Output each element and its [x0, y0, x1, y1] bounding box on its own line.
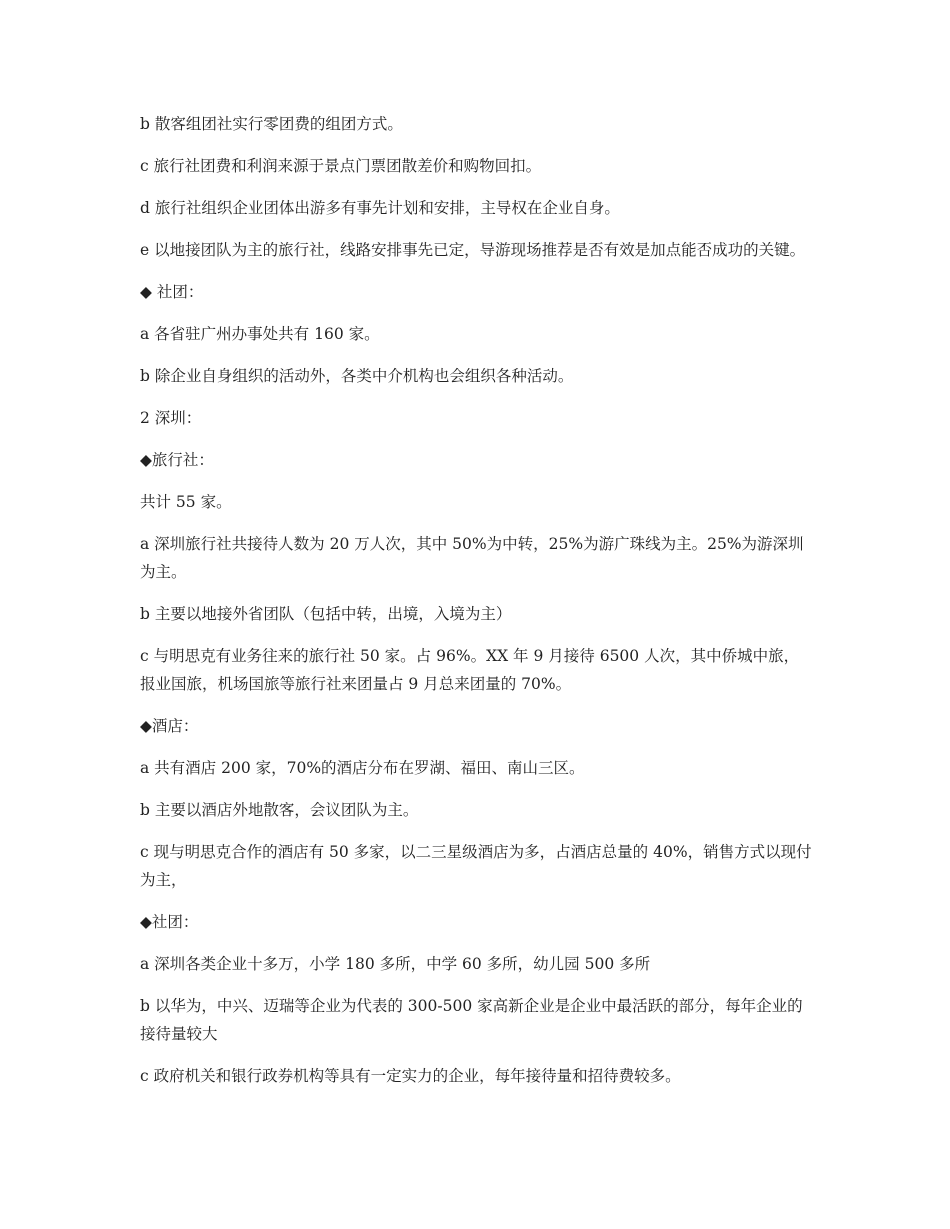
paragraph: c 旅行社团费和利润来源于景点门票团散差价和购物回扣。 [140, 157, 542, 175]
paragraph: b 主要以地接外省团队（包括中转，出境，入境为主） [140, 605, 512, 623]
paragraph: a 深圳各类企业十多万，小学 180 多所，中学 60 多所，幼儿园 500 多所 [140, 955, 651, 973]
paragraph: b 主要以酒店外地散客，会议团队为主。 [140, 801, 419, 819]
paragraph: a 各省驻广州办事处共有 160 家。 [140, 325, 380, 343]
section-heading: ◆旅行社： [140, 451, 214, 469]
paragraph: a 深圳旅行社共接待人数为 20 万人次，其中 50%为中转，25%为游广珠线为主。25%为游深圳为主。 [140, 535, 804, 581]
paragraph: b 以华为，中兴、迈瑞等企业为代表的 300-500 家高新企业是企业中最活跃的部分，每年企业的接待量较大 [140, 997, 803, 1043]
section-heading: ◆酒店： [140, 717, 199, 735]
paragraph: 共计 55 家。 [140, 493, 232, 511]
section-heading: ◆社团： [140, 913, 199, 931]
paragraph: e 以地接团队为主的旅行社，线路安排事先已定，导游现场推荐是否有效是加点能否成功的关键。 [140, 241, 806, 259]
paragraph: a 共有酒店 200 家，70%的酒店分布在罗湖、福田、南山三区。 [140, 759, 585, 777]
paragraph: b 散客组团社实行零团费的组团方式。 [140, 115, 403, 133]
paragraph: c 现与明思克合作的酒店有 50 多家，以二三星级酒店为多，占酒店总量的 40%，销售方式以现付为主， [140, 843, 812, 889]
paragraph: b 除企业自身组织的活动外，各类中介机构也会组织各种活动。 [140, 367, 574, 385]
paragraph: c 政府机关和银行政券机构等具有一定实力的企业，每年接待量和招待费较多。 [140, 1067, 681, 1085]
paragraph: d 旅行社组织企业团体出游多有事先计划和安排，主导权在企业自身。 [140, 199, 620, 217]
section-heading: 2 深圳： [140, 409, 202, 427]
paragraph: c 与明思克有业务往来的旅行社 50 家。占 96%。XX 年 9 月接待 6500 人次，其中侨城中旅，报业国旅，机场国旅等旅行社来团量占 9 月总来团量的 70%。 [140, 647, 800, 693]
document-body [140, 110, 812, 1104]
section-heading: ◆ 社团： [140, 283, 204, 301]
